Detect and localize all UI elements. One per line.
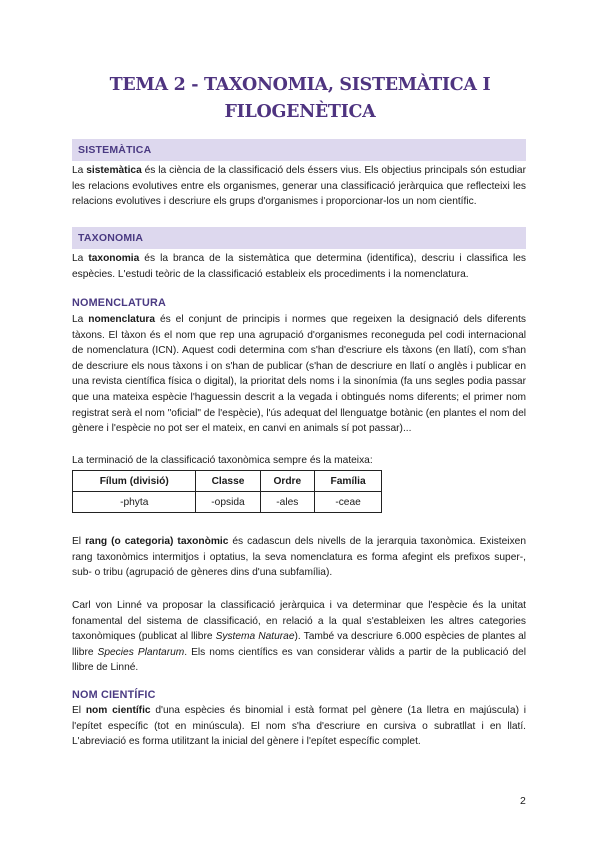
table-header-cell: Ordre	[260, 471, 315, 492]
table-header-cell: Fílum (divisió)	[73, 471, 196, 492]
book-species-plantarum: Species Plantarum	[97, 646, 185, 658]
table-header-cell: Família	[315, 471, 382, 492]
sistematica-paragraph: La sistemàtica és la ciència de la classificació dels éssers vius. Els objectius principals són estudiar les relacions evolutives entre els organismes, generar una classificació jeràrquica que reflecteixi les relacions evolutives i descriure els grups d'organismes i proporcionar-los un nom científic.	[72, 165, 526, 208]
subheading-nomenclatura: NOMENCLATURA	[72, 297, 166, 309]
term-taxonomia: taxonomia	[88, 253, 140, 264]
table-row	[73, 492, 382, 513]
section-heading-sistematica: SISTEMÀTICA	[72, 139, 526, 161]
term-nom-cientific: nom científic	[85, 705, 151, 716]
termination-table	[72, 470, 382, 513]
page-title	[60, 72, 540, 126]
nomenclatura-paragraph: La nomenclatura és el conjunt de principis i normes que regeixen la designació dels diferents tàxons. El tàxon és el nom que rep una agrupació d'organismes reconeguda pel codi internacional de nomenclatura (ICN). Aquest codi determina com s'han d'escriure els tàxons (en llatí), com s'han de descriure els nous tàxons i on s'han de publicar (s'han de descriure en llatí o anglès i publicar en una revista científica física o digital), la prioritat dels noms i la sinonímia (fa uns segles podia passar que una mateixa espècie l'haguessin descrit a la vegada i obtingués noms diferents; el primer nom registrat serà el nom "oficial" de l'espècie), l'ús adequat del llenguatge botànic (en plantes el nom del gènere i l'espècie no pot ser el mateix, en canvi en animals sí pot passar)...	[72, 314, 526, 435]
taxonomia-paragraph: La taxonomia és la branca de la sistemàtica que determina (identifica), descriu i classifica les espècies. L'estudi teòric de la classificació estableix els procediments i la nomenclatura.	[72, 253, 526, 280]
book-systema-naturae: Systema Naturae	[215, 631, 295, 643]
subheading-nom-cientific: NOM CIENTÍFIC	[72, 689, 156, 701]
table-header-row	[73, 471, 382, 492]
linne-paragraph: Carl von Linné va proposar la classificació jeràrquica i va determinar que l'espècie és la unitat fonamental del sistema de classificació, en relació a la qual s'estableixen les altres categories taxonòmiques (publicat al llibre Systema Naturae). També va descriure 6.000 espècies de plantes al llibre Species Plantarum. Els noms científics es van considerar vàlids a partir de la publicació del llibre de Linné.	[72, 600, 526, 674]
term-nomenclatura: nomenclatura	[88, 314, 156, 325]
table-cell: -ales	[260, 492, 315, 513]
table-header-cell: Classe	[196, 471, 260, 492]
table-cell: -ceae	[315, 492, 382, 513]
table-cell: -phyta	[73, 492, 196, 513]
title-line-2: FILOGENÈTICA	[224, 102, 376, 122]
page-number: 2	[520, 795, 526, 807]
nom-cientific-paragraph: El nom científic d'una espècies és binomial i està format pel gènere (1a lletra en majúscula) i l'epítet específic (tot en minúscula). El nom s'ha d'escriure en cursiva o subratllat i en llatí. L'abreviació es forma utilitzant la inicial del gènere i l'epítet específic complet.	[72, 705, 526, 748]
rang-paragraph: El rang (o categoria) taxonòmic és cadascun dels nivells de la jerarquia taxonòmica. Existeixen rang taxonòmics intermitjos i optatius, la seva nomenclatura es forma afegint els prefixos super-, sub- o tribu (agrupació de gèneres dins d'una subfamília).	[72, 536, 526, 579]
table-cell: -opsida	[196, 492, 260, 513]
title-line-1: TEMA 2 - TAXONOMIA, SISTEMÀTICA I	[109, 75, 491, 95]
section-heading-taxonomia: TAXONOMIA	[72, 227, 526, 249]
table-caption: La terminació de la classificació taxonòmica sempre és la mateixa:	[72, 455, 373, 466]
term-rang: rang (o categoria) taxonòmic	[85, 536, 229, 547]
term-sistematica: sistemàtica	[86, 165, 142, 176]
